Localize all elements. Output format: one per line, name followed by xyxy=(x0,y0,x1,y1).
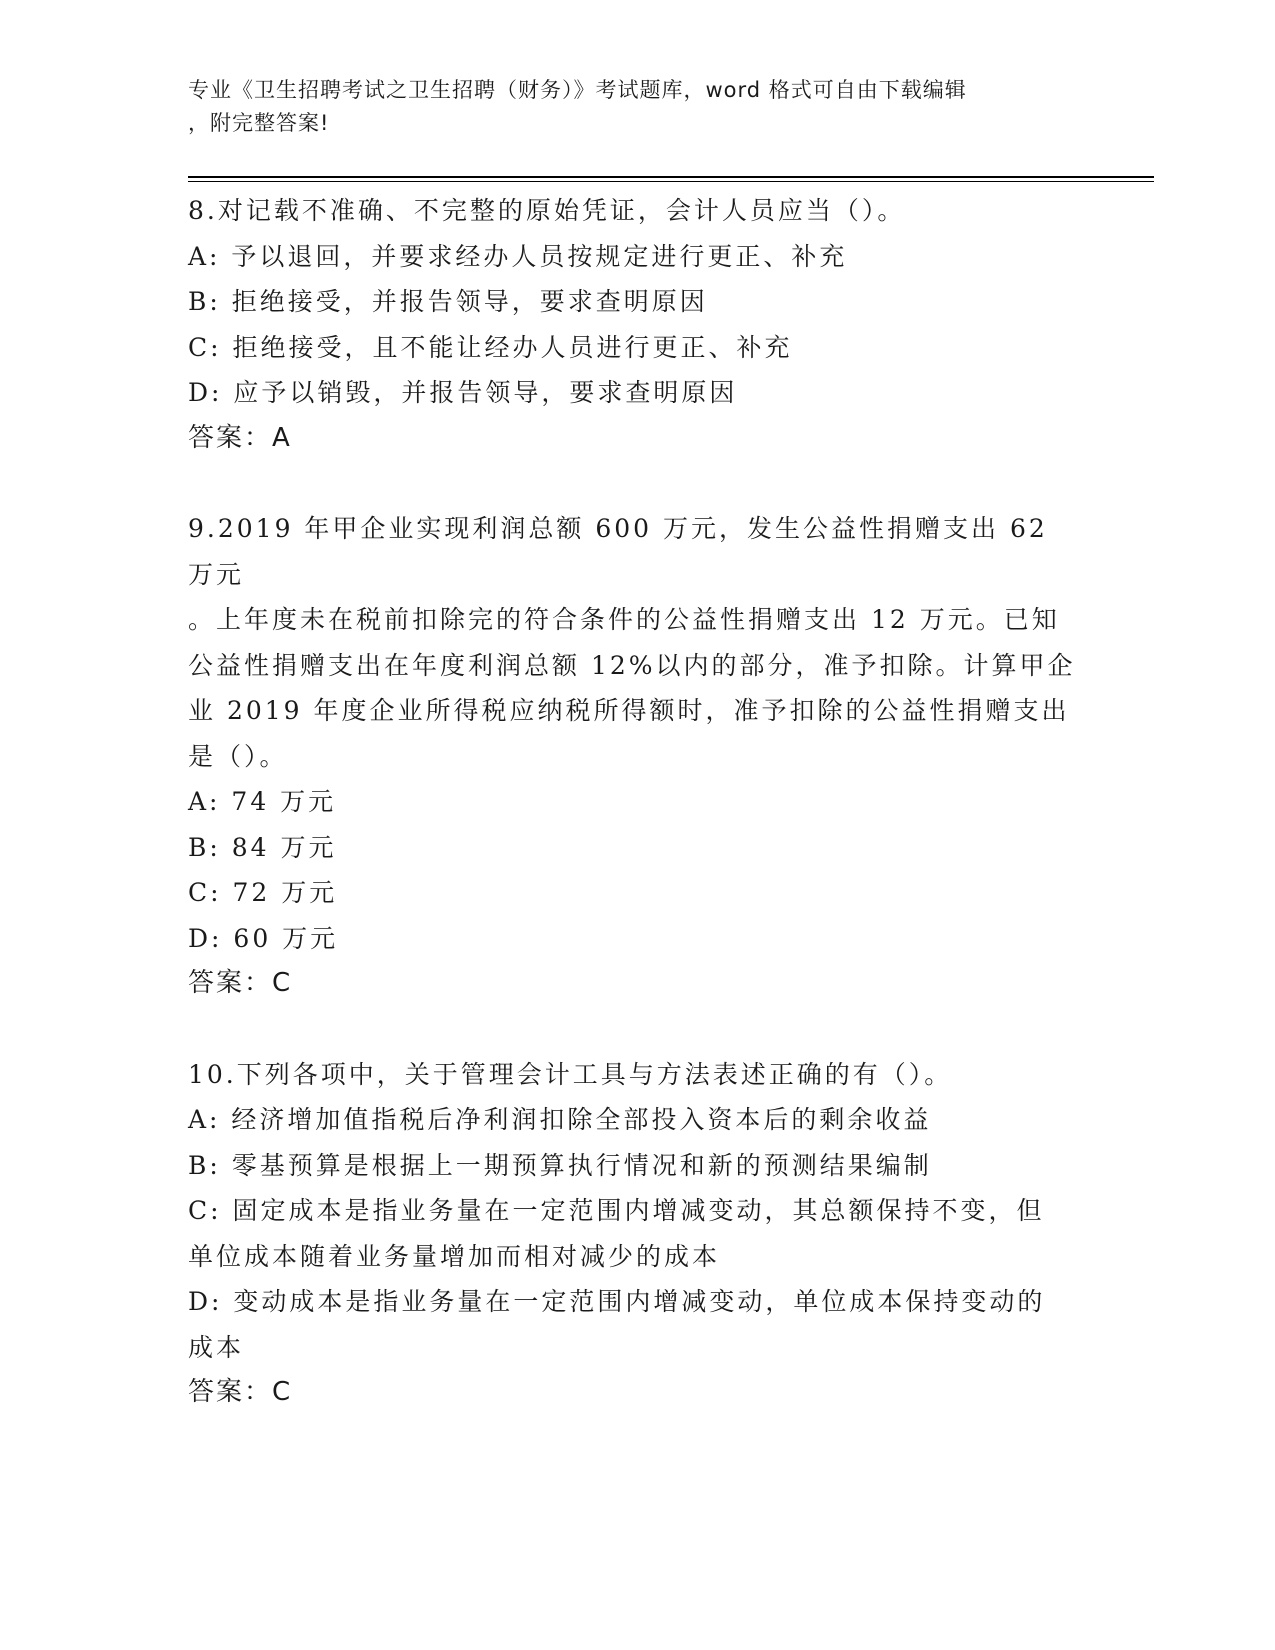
answer-line: 答案：C xyxy=(188,1377,293,1407)
header-line-2: ，附完整答案! xyxy=(188,111,330,135)
option-d: D: 60 万元 xyxy=(188,923,339,953)
question-list xyxy=(188,188,1078,1416)
option-a: A: 予以退回，并要求经办人员按规定进行更正、补充 xyxy=(188,241,848,271)
question-stem: 是（）。 xyxy=(188,741,288,771)
option-c-continued: 单位成本随着业务量增加而相对减少的成本 xyxy=(188,1241,721,1271)
option-d-continued: 成本 xyxy=(188,1332,245,1362)
option-d: D: 变动成本是指业务量在一定范围内增减变动，单位成本保持变动的 xyxy=(188,1287,1046,1316)
question-stem: 业 2019 年度企业所得税应纳税所得额时，准予扣除的公益性捐赠支出 xyxy=(188,696,1070,725)
answer-line: 答案：C xyxy=(188,968,293,998)
header-divider-thick xyxy=(188,176,1154,178)
option-b: B: 拒绝接受，并报告领导，要求查明原因 xyxy=(188,287,708,316)
question-9 xyxy=(188,506,1078,1007)
option-b: B: 84 万元 xyxy=(188,832,337,862)
question-stem: 。上年度未在税前扣除完的符合条件的公益性捐赠支出 12 万元。已知 xyxy=(188,605,1060,634)
answer-line: 答案：A xyxy=(188,422,292,453)
question-stem: 8.对记载不准确、不完整的原始凭证，会计人员应当（）。 xyxy=(188,196,906,225)
option-b: B: 零基预算是根据上一期预算执行情况和新的预测结果编制 xyxy=(188,1150,932,1180)
header-line-1: 专业《卫生招聘考试之卫生招聘（财务）》考试题库，word 格式可自由下载编辑 xyxy=(188,78,967,102)
question-10 xyxy=(188,1052,1078,1416)
question-stem: 9.2019 年甲企业实现利润总额 600 万元，发生公益性捐赠支出 62 万元 xyxy=(188,514,1048,589)
question-stem: 公益性捐赠支出在年度利润总额 12%以内的部分，准予扣除。计算甲企 xyxy=(188,650,1076,680)
option-c: C: 拒绝接受，且不能让经办人员进行更正、补充 xyxy=(188,332,793,362)
question-stem: 10.下列各项中，关于管理会计工具与方法表述正确的有（）。 xyxy=(188,1059,953,1089)
document-header xyxy=(188,74,1068,140)
option-a: A: 经济增加值指税后净利润扣除全部投入资本后的剩余收益 xyxy=(188,1105,932,1134)
option-c: C: 固定成本是指业务量在一定范围内增减变动，其总额保持不变，但 xyxy=(188,1196,1045,1225)
option-d: D: 应予以销毁，并报告领导，要求查明原因 xyxy=(188,378,738,407)
question-8 xyxy=(188,188,1078,461)
option-c: C: 72 万元 xyxy=(188,878,338,907)
header-divider-thin xyxy=(188,181,1154,182)
option-a: A: 74 万元 xyxy=(188,787,337,816)
